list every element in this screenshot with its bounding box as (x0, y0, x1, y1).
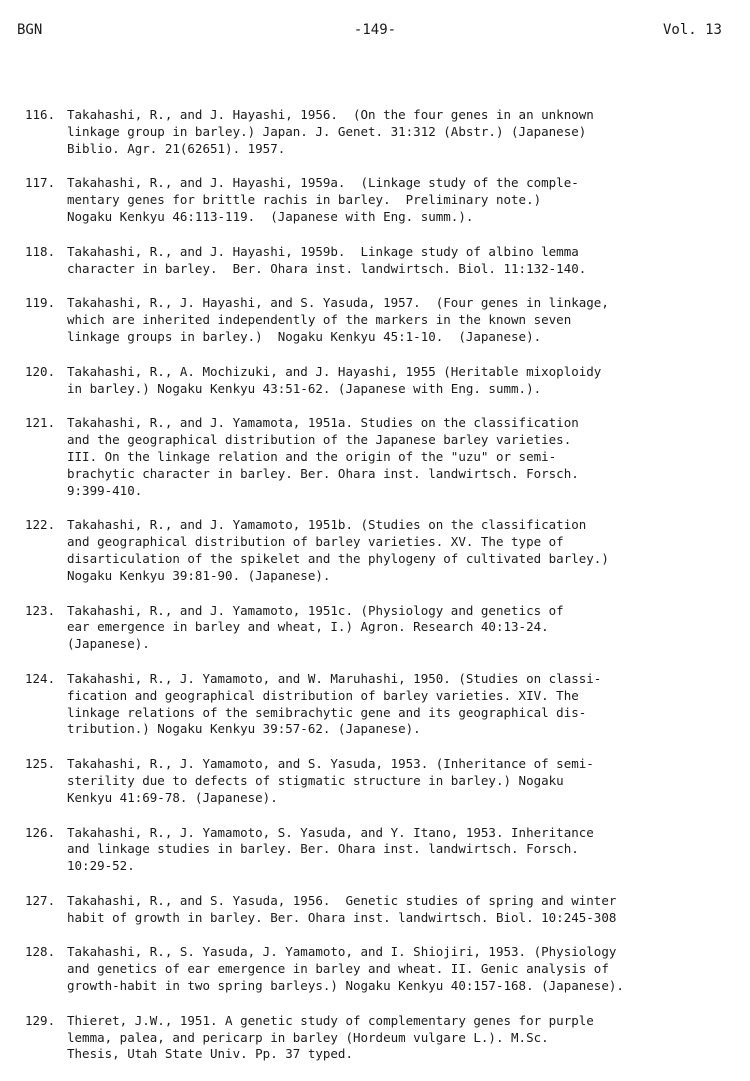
reference-entry (0, 671, 750, 738)
reference-list (0, 107, 750, 1081)
reference-line: III. On the linkage relation and the origin of the "uzu" or semi- (67, 448, 557, 464)
reference-line: character in barley. Ber. Ohara inst. landwirtsch. Biol. 11:132-140. (67, 260, 587, 276)
reference-entry (0, 1013, 750, 1063)
reference-line: Nogaku Kenkyu 46:113-119. (Japanese with Eng. summ.). (67, 208, 474, 224)
reference-text (67, 944, 750, 994)
reference-text (67, 175, 750, 225)
reference-number: 129. (25, 1012, 56, 1028)
reference-number: 118. (25, 243, 56, 259)
reference-entry (0, 244, 750, 278)
reference-number: 127. (25, 892, 56, 908)
reference-number: 122. (25, 517, 56, 533)
reference-text (67, 415, 750, 499)
reference-entry (0, 893, 750, 927)
reference-entry (0, 603, 750, 653)
reference-text (67, 244, 750, 278)
reference-line: 9:399-410. (67, 482, 143, 498)
reference-line: mentary genes for brittle rachis in barley. Preliminary note.) (67, 192, 542, 208)
reference-line: Takahashi, R., S. Yasuda, J. Yamamoto, and I. Shiojiri, 1953. (Physiology (67, 944, 617, 960)
reference-line: Takahashi, R., and J. Yamamoto, 1951b. (Studies on the classification (67, 517, 587, 533)
reference-line: Nogaku Kenkyu 39:81-90. (Japanese). (67, 567, 331, 583)
reference-entry (0, 175, 750, 225)
reference-line: lemma, palea, and pericarp in barley (Hordeum vulgare L.). M.Sc. (67, 1029, 549, 1045)
reference-line: disarticulation of the spikelet and the phylogeny of cultivated barley.) (67, 550, 609, 566)
reference-line: Takahashi, R., and J. Hayashi, 1959b. Linkage study of albino lemma (67, 243, 579, 259)
reference-text (67, 825, 750, 875)
reference-line: Takahashi, R., and J. Yamamoto, 1951c. (Physiology and genetics of (67, 602, 564, 618)
reference-entry (0, 415, 750, 499)
reference-line: Takahashi, R., and J. Hayashi, 1959a. (Linkage study of the comple- (67, 175, 579, 191)
volume-label: Vol. 13 (662, 22, 722, 38)
reference-line: ear emergence in barley and wheat, I.) Agron. Research 40:13-24. (67, 619, 549, 635)
reference-line: in barley.) Nogaku Kenkyu 43:51-62. (Japanese with Eng. summ.). (67, 380, 542, 396)
reference-entry (0, 825, 750, 875)
reference-line: 10:29-52. (67, 858, 135, 874)
reference-text (67, 1013, 750, 1063)
reference-line: which are inherited independently of the markers in the known seven (67, 312, 572, 328)
reference-number: 125. (25, 756, 56, 772)
reference-line: Takahashi, R., A. Mochizuki, and J. Hayashi, 1955 (Heritable mixoploidy (67, 363, 602, 379)
reference-text (67, 107, 750, 157)
reference-number: 121. (25, 415, 56, 431)
reference-text (67, 364, 750, 398)
reference-line: Takahashi, R., J. Yamamoto, S. Yasuda, and Y. Itano, 1953. Inheritance (67, 824, 594, 840)
reference-line: Thesis, Utah State Univ. Pp. 37 typed. (67, 1046, 353, 1062)
reference-entry (0, 517, 750, 584)
reference-entry (0, 295, 750, 345)
reference-line: sterility due to defects of stigmatic structure in barley.) Nogaku (67, 772, 564, 788)
reference-line: growth-habit in two spring barleys.) Nogaku Kenkyu 40:157-168. (Japanese). (67, 978, 624, 994)
reference-line: and genetics of ear emergence in barley and wheat. II. Genic analysis of (67, 961, 609, 977)
reference-number: 119. (25, 295, 56, 311)
reference-number: 124. (25, 670, 56, 686)
reference-entry (0, 364, 750, 398)
reference-number: 126. (25, 824, 56, 840)
reference-text (67, 671, 750, 738)
reference-text (67, 893, 750, 927)
reference-line: Kenkyu 41:69-78. (Japanese). (67, 789, 278, 805)
reference-line: Takahashi, R., J. Hayashi, and S. Yasuda, 1957. (Four genes in linkage, (67, 295, 609, 311)
reference-line: Thieret, J.W., 1951. A genetic study of complementary genes for purple (67, 1012, 594, 1028)
reference-text (67, 295, 750, 345)
reference-number: 116. (25, 107, 56, 122)
page-number: -149- (353, 22, 397, 38)
reference-line: tribution.) Nogaku Kenkyu 39:57-62. (Japanese). (67, 721, 421, 737)
reference-line: Takahashi, R., and J. Yamamota, 1951a. Studies on the classification (67, 415, 579, 431)
reference-line: brachytic character in barley. Ber. Ohara inst. landwirtsch. Forsch. (67, 465, 579, 481)
reference-number: 128. (25, 944, 56, 960)
reference-line: Takahashi, R., and S. Yasuda, 1956. Genetic studies of spring and winter (67, 892, 617, 908)
reference-line: Biblio. Agr. 21(62651). 1957. (67, 140, 286, 156)
reference-entry (0, 944, 750, 994)
reference-entry (0, 107, 750, 157)
reference-number: 120. (25, 363, 56, 379)
reference-line: linkage groups in barley.) Nogaku Kenkyu 45:1-10. (Japanese). (67, 328, 542, 344)
reference-text (67, 756, 750, 806)
reference-line: Takahashi, R., J. Yamamoto, and S. Yasuda, 1953. (Inheritance of semi- (67, 756, 594, 772)
reference-number: 123. (25, 602, 56, 618)
reference-entry (0, 756, 750, 806)
reference-number: 117. (25, 175, 56, 191)
reference-line: Takahashi, R., J. Yamamoto, and W. Maruhashi, 1950. (Studies on classi- (67, 670, 602, 686)
reference-line: linkage group in barley.) Japan. J. Genet. 31:312 (Abstr.) (Japanese) (67, 123, 587, 139)
reference-line: and the geographical distribution of the Japanese barley varieties. (67, 432, 572, 448)
reference-line: (Japanese). (67, 636, 150, 652)
reference-line: and linkage studies in barley. Ber. Ohara inst. landwirtsch. Forsch. (67, 841, 579, 857)
reference-line: Takahashi, R., and J. Hayashi, 1956. (On the four genes in an unknown (67, 107, 594, 122)
reference-line: habit of growth in barley. Ber. Ohara inst. landwirtsch. Biol. 10:245-308 (67, 909, 617, 925)
reference-text (67, 517, 750, 584)
journal-abbrev: BGN (17, 22, 43, 38)
reference-line: linkage relations of the semibrachytic gene and its geographical dis- (67, 704, 587, 720)
reference-line: fication and geographical distribution of barley varieties. XIV. The (67, 687, 579, 703)
reference-text (67, 603, 750, 653)
reference-line: and geographical distribution of barley varieties. XV. The type of (67, 534, 564, 550)
